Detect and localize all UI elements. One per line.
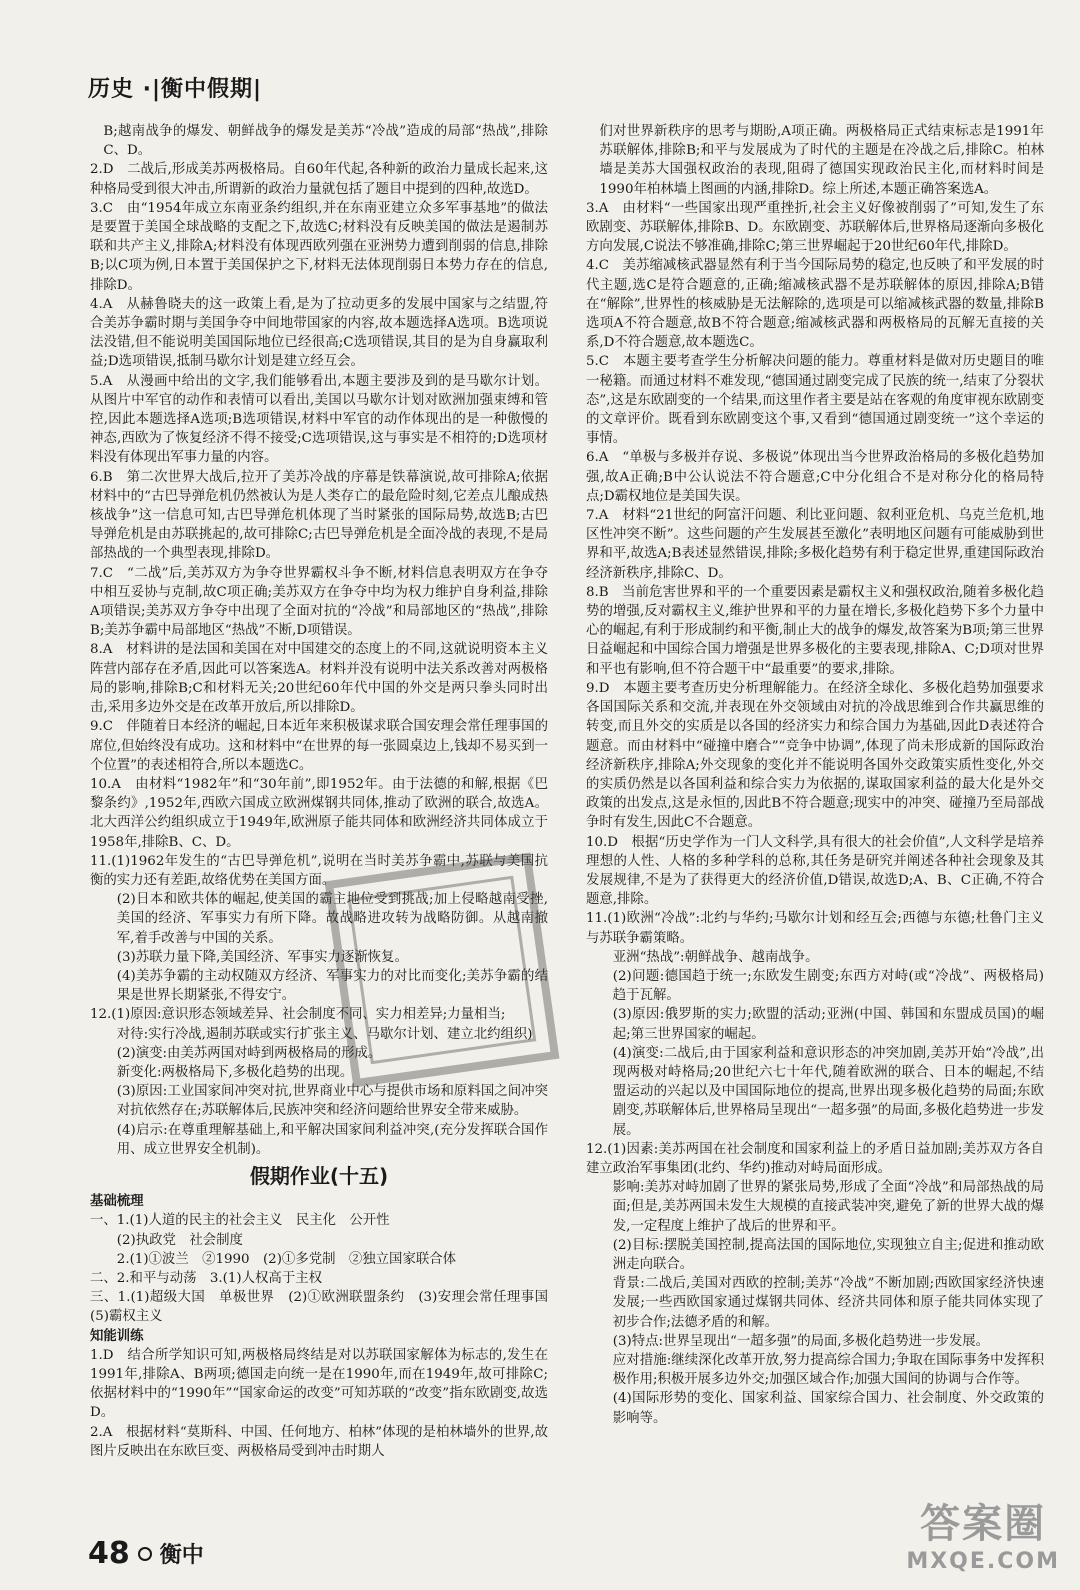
answer-paragraph: 3.A 由材料“一些国家出现严重挫折,社会主义好像被削弱了”可知,发生了东欧剧变、苏联解体,排除B、D。东欧剧变、苏联解体后,世界格局逐渐向多极化方向发展,C说法不够准确,排除C;第三世界崛起于20世纪60年代,排除D。 — [586, 200, 1044, 255]
answer-paragraph: (4)国际形势的变化、国家利益、国家综合国力、社会制度、外交政策的影响等。 — [612, 1391, 1044, 1426]
section-title: 假期作业(十五) — [249, 1163, 389, 1188]
answer-paragraph: B;越南战争的爆发、朝鲜战争的爆发是美苏“冷战”造成的局部“热战”,排除C、D。 — [103, 124, 548, 159]
answer-paragraph: (2)执政党 社会制度 — [116, 1232, 243, 1248]
answer-paragraph: 6.B 第二次世界大战后,拉开了美苏冷战的序幕是铁幕演说,故可排除A;依据材料中的“古巴导弹危机仍然被认为是人类存亡的最危险时刻,它差点儿酿成热核战争”这一信息可知,古巴导弹危机体现了当时紧张的国际局势,故选B;古巴导弹危机是由苏联挑起的,故可排除C;古巴导弹危机是全面冷战的表现,不是局部热战的一个典型表现,排除D。 — [90, 469, 548, 562]
answer-paragraph: 12.(1)因素:美苏两国在社会制度和国家利益上的矛盾日益加剧;美苏双方各自建立政治军事集团(北约、华约)推动对峙局面形成。 — [586, 1141, 1044, 1176]
answer-paragraph: (3)原因:俄罗斯的实力;欧盟的活动;亚洲(中国、韩国和东盟成员国)的崛起;第三世界国家的崛起。 — [612, 1007, 1044, 1042]
answer-paragraph: 4.C 美苏缩减核武器显然有利于当今国际局势的稳定,也反映了和平发展的时代主题,选C是符合题意的,正确;缩减核武器不是苏联解体的原因,排除A;B错在“解除”,世界性的核威胁是无法解除的,选项是可以缩减核武器的数量,排除B选项A不符合题意,故B不符合题意;缩减核武器和两极格局的瓦解无直接的关系,D不符合题意,故本题选C。 — [586, 258, 1044, 351]
answer-paragraph: 们对世界新秩序的思考与期盼,A项正确。两极格局正式结束标志是1991年苏联解体,排除B;和平与发展成为了时代的主题是在冷战之后,排除C。柏林墙是美苏大国强权政治的表现,阻碍了德国实现政治民主化,而材料时间是1990年柏林墙上图画的内涵,排除D。综上所述,本题正确答案选A。 — [599, 124, 1044, 197]
basic-review-heading: 基础梳理 — [90, 1194, 144, 1210]
page-header — [88, 72, 262, 103]
answer-paragraph: (4)美苏争霸的主动权随双方经济、军事实力的对比而变化;美苏争霸的结果是世界长期紧张,不得安宁。 — [116, 968, 548, 1004]
answer-paragraph: 8.B 当前危害世界和平的一个重要因素是霸权主义和强权政治,随着多极化趋势的增强,反对霸权主义,维护世界和平的力量在增长,多极化趋势下多个力量中心的崛起,有利于形成制约和平衡,制止大的战争的爆发,故答案为B项;第三世界日益崛起和中国综合国力增强是世界多极化的主要表现,排除A、C;D项对世界和平也有影响,但不符合题干中“最重要”的要求,排除。 — [586, 584, 1044, 677]
site-logo-url: MXQE.COM — [906, 1549, 1060, 1574]
answer-paragraph: (3)原因:工业国家间冲突对抗,世界商业中心与提供市场和原料国之间冲突对抗依然存在;苏联解体后,民族冲突和经济问题给世界安全带来威胁。 — [116, 1084, 548, 1119]
answer-paragraph: (2)日本和欧共体的崛起,使美国的霸主地位受到挑战;加上侵略越南受挫,美国的经济、军事实力有所下降。故战略进攻转为战略防御。从越南撤军,着手改善与中国的关系。 — [116, 892, 548, 946]
answer-paragraph: 二、2.和平与动荡 3.(1)人权高于主权 — [90, 1270, 322, 1286]
page-footer — [88, 1536, 204, 1571]
footer-brand: 衡中 — [159, 1543, 204, 1568]
answer-paragraph: 7.C “二战”后,美苏双方为争夺世界霸权斗争不断,材料信息表明双方在争夺中相互妥协与克制,故C项正确;美苏双方在争夺中均为权力维护自身利益,排除A项错误;美苏双方争夺中出现了全面对抗的“冷战”和局部地区的“热战”,排除B;美苏争霸中局部地区“热战”不断,D项错误。 — [90, 565, 548, 639]
answer-paragraph: 11.(1)欧洲“冷战”:北约与华约;马歇尔计划和经互会;西德与东德;杜鲁门主义与苏联争霸策略。 — [586, 911, 1044, 946]
answer-paragraph: 新变化:两极格局下,多极化趋势的出现。 — [116, 1064, 354, 1080]
answer-paragraph: 5.C 本题主要考查学生分析解决问题的能力。尊重材料是做对历史题目的唯一秘籍。而通过材料不难发现,“德国通过剧变完成了民族的统一,结束了分裂状态”,这是东欧剧变的一个结果,而这里作者主要是站在客观的角度审视东欧剧变的文章评价。既看到东欧剧变这个事,又看到“德国通过剧变统一”这个幸运的事情。 — [586, 354, 1044, 447]
site-logo — [906, 1492, 1060, 1574]
answer-paragraph: (4)演变:二战后,由于国家利益和意识形态的冲突加剧,美苏开始“冷战”,出现两极对峙格局;20世纪六七十年代,随着欧洲的联合、日本的崛起,不结盟运动的兴起以及中国国际地位的提高,世界出现多极化趋势的局面;东欧剧变,苏联解体后,世界格局呈现出“一超多强”的局面,多极化趋势进一步发展。 — [612, 1045, 1044, 1138]
answer-paragraph: 2.(1)①波兰 ②1990 (2)①多党制 ②独立国家联合体 — [116, 1251, 457, 1267]
answer-paragraph: 3.C 由“1954年成立东南亚条约组织,并在东南亚建立众多军事基地”的做法是要置于美国全球战略的支配之下,故选C;材料没有反映美国的做法是遏制苏联和共产主义,排除A;材料没有体现西欧列强在亚洲势力遭到削弱的信息,排除B;以C项为例,日本置于美国保护之下,材料无法体现削弱日本势力存在的信息,排除D。 — [90, 200, 548, 293]
answer-paragraph: 12.(1)原因:意识形态领域差异、社会制度不同、实力相差异;力量相当; — [90, 1007, 506, 1023]
answer-paragraph: 9.C 伴随着日本经济的崛起,日本近年来积极谋求联合国安理会常任理事国的席位,但始终没有成功。这和材料中“在世界的每一张圆桌边上,钱却不易买到一个位置”的表述相符合,所以本题选C。 — [90, 719, 548, 773]
answer-paragraph: 对待:实行冷战,遏制苏联或实行扩张主义、马歇尔计划、建立北约组织) — [116, 1026, 533, 1042]
answer-paragraph: 一、1.(1)人道的民主的社会主义 民主化 公开性 — [90, 1213, 390, 1229]
answer-paragraph: (2)问题:德国趋于统一;东欧发生剧变;东西方对峙(或“冷战”、两极格局)趋于瓦解。 — [612, 968, 1044, 1004]
answer-paragraph: 9.D 本题主要考查历史分析理解能力。在经济全球化、多极化趋势加强要求各国国际关系和交流,并表现在外交领域由对抗的冷战思维到合作共赢思维的转变,而且外交的实质是以各国的经济实力和综合国力为基础,因此D表述符合题意。而由材料中“碰撞中磨合”“竞争中协调”,体现了尚未形成新的国际政治经济新秩序,排除A;外交现象的变化并不能说明各国外交政策实质性变化,外交的实质仍然是以各国利益和综合实力为依据的,谋取国家利益的最大化是外交政策的出发点,这是永恒的,因此B不符合题意;现实中的冲突、碰撞乃至局部战争时有发生,因此C不合题意。 — [586, 680, 1044, 831]
answer-paragraph: 5.A 从漫画中给出的文字,我们能够看出,本题主要涉及到的是马歇尔计划。从图片中军官的动作和表情可以看出,美国以马歇尔计划对欧洲加强束缚和管控,因此本题选择A选项;B选项错误,材料中军官的动作体现出的是一种傲慢的神态,西欧为了恢复经济不得不接受;C选项错误,这与事实是不相符的;D选项材料没有体现出军事力量的内容。 — [90, 373, 548, 466]
answer-paragraph: 8.A 材料讲的是法国和美国在对中国建交的态度上的不同,这就说明资本主义阵营内部存在矛盾,因此可以答案选A。材料并没有说明中法关系改善对两极格局的影响,排除B;C和材料无关;20世纪60年代中国的外交是两只拳头同时出击,采用多边外交是在改革开放后,所以排除D。 — [90, 642, 548, 716]
right-column — [586, 122, 1044, 1428]
answer-paragraph: 11.(1)1962年发生的“古巴导弹危机”,说明在当时美苏争霸中,苏联与美国抗衡的实力还有差距,故络优势在美国方面。 — [90, 853, 548, 888]
answer-paragraph: 三、1.(1)超级大国 单极世界 (2)①欧洲联盟条约 (3)安理会常任理事国 (5)霸权主义 — [90, 1290, 562, 1325]
answer-paragraph: (3)苏联力量下降,美国经济、军事实力逐渐恢复。 — [116, 949, 408, 965]
header-title: 历史 ·|衡中假期| — [88, 77, 263, 102]
answer-paragraph: 2.D 二战后,形成美苏两极格局。自60年代起,各种新的政治力量成长起来,这种格局受到很大冲击,所谓新的政治力量就包括了题目中提到的四种,故选D。 — [90, 162, 548, 197]
answer-paragraph: (3)特点:世界呈现出“一超多强”的局面,多极化趋势进一步发展。 — [612, 1333, 989, 1349]
answer-paragraph: 1.D 结合所学知识可知,两极格局终结是对以苏联国家解体为标志的,发生在1991年,排除A、B两项;德国走向统一是在1990年,而在1949年,故可排除C;依据材料中的“1990年”“国家命运的改变”可知苏联的“改变”指东欧剧变,故选D。 — [90, 1347, 548, 1421]
answer-paragraph: 10.D 根据“历史学作为一门人文科学,具有很大的社会价值”,人文科学是培养理想的人性、人格的多种学科的总称,其任务是研究并阐述各种社会现象及其发展规律,不是为了获得更大的经济价值,D错误,故选D;A、B、C正确,不符合题意,排除。 — [586, 834, 1044, 908]
skill-training-heading: 知能训练 — [90, 1328, 144, 1344]
answer-paragraph: 亚洲“热战”:朝鲜战争、越南战争。 — [612, 949, 819, 965]
answer-paragraph: (4)启示:在尊重理解基础上,和平解决国家间利益冲突,(充分发挥联合国作用、成立世界安全机制)。 — [116, 1122, 548, 1157]
answer-paragraph: 4.A 从赫鲁晓夫的这一政策上看,是为了拉动更多的发展中国家与之结盟,符合美苏争霸时期与美国争夺中间地带国家的内容,故本题选择A选项。B选项说法没错,但不能说明美国国际地位已经很高;C选项错误,其目的是为自身赢取利益;D选项错误,抵制马歇尔计划是建立经互会。 — [90, 296, 548, 370]
left-column — [90, 122, 562, 1461]
answer-paragraph: 7.A 材料“21世纪的阿富汗问题、利比亚问题、叙利亚危机、乌克兰危机,地区性冲突不断”。这些问题的产生发展甚至激化”表明地区问题有可能威胁到世界和平,故选A;B表述显然错误,排除;多极化趋势有利于稳定世界,重建国际政治经济新秩序,排除C、D。 — [586, 508, 1044, 581]
answer-paragraph: (2)目标:摆脱美国控制,提高法国的国际地位,实现独立自主;促进和推动欧洲走向联合。 — [612, 1237, 1044, 1272]
answer-paragraph: (2)演变:由美苏两国对峙到两极格局的形成。 — [116, 1045, 382, 1061]
answer-paragraph: 6.A “单极与多极并存说、多极说”体现出当今世界政治格局的多极化趋势加强,故A正确;B中公认说法不符合题意;C中分化组合不是对称分化的格局特点;D霸权地位是美国失误。 — [586, 450, 1044, 504]
answer-paragraph: 背景:二战后,美国对西欧的控制;美苏“冷战”不断加剧;西欧国家经济快速发展;一些西欧国家通过煤钢共同体、经济共同体和原子能共同体实现了初步合作;法德矛盾的和解。 — [612, 1276, 1044, 1330]
circle-icon — [138, 1547, 152, 1561]
answer-paragraph: 2.A 根据材料“莫斯科、中国、任何地方、柏林”体现的是柏林墙外的世界,故图片反映出在东欧巨变、两极格局受到冲击时期人 — [90, 1424, 548, 1459]
answer-paragraph: 影响:美苏对峙加剧了世界的紧张局势,形成了全面“冷战”和局部热战的局面;但是,美苏两国未发生大规模的直接武装冲突,避免了新的世界大战的爆发,一定程度上维护了战后的世界和平。 — [612, 1180, 1044, 1234]
answer-paragraph: 应对措施:继续深化改革开放,努力提高综合国力;争取在国际事务中发挥积极作用;积极开展多边外交;加强区域合作;加强大国间的协调与合作等。 — [612, 1353, 1044, 1388]
page-number: 48 — [88, 1536, 130, 1571]
site-logo-mark: 答案圈 — [920, 1501, 1047, 1547]
answer-paragraph: 10.A 由材料“1982年”和“30年前”,即1952年。由于法德的和解,根据《巴黎条约》,1952年,西欧六国成立欧洲煤钢共同体,推动了欧洲的联合,故选A。北大西洋公约组织成立于1949年,欧洲原子能共同体和欧洲经济共同体成立于1958年,排除B、C、D。 — [90, 776, 548, 850]
